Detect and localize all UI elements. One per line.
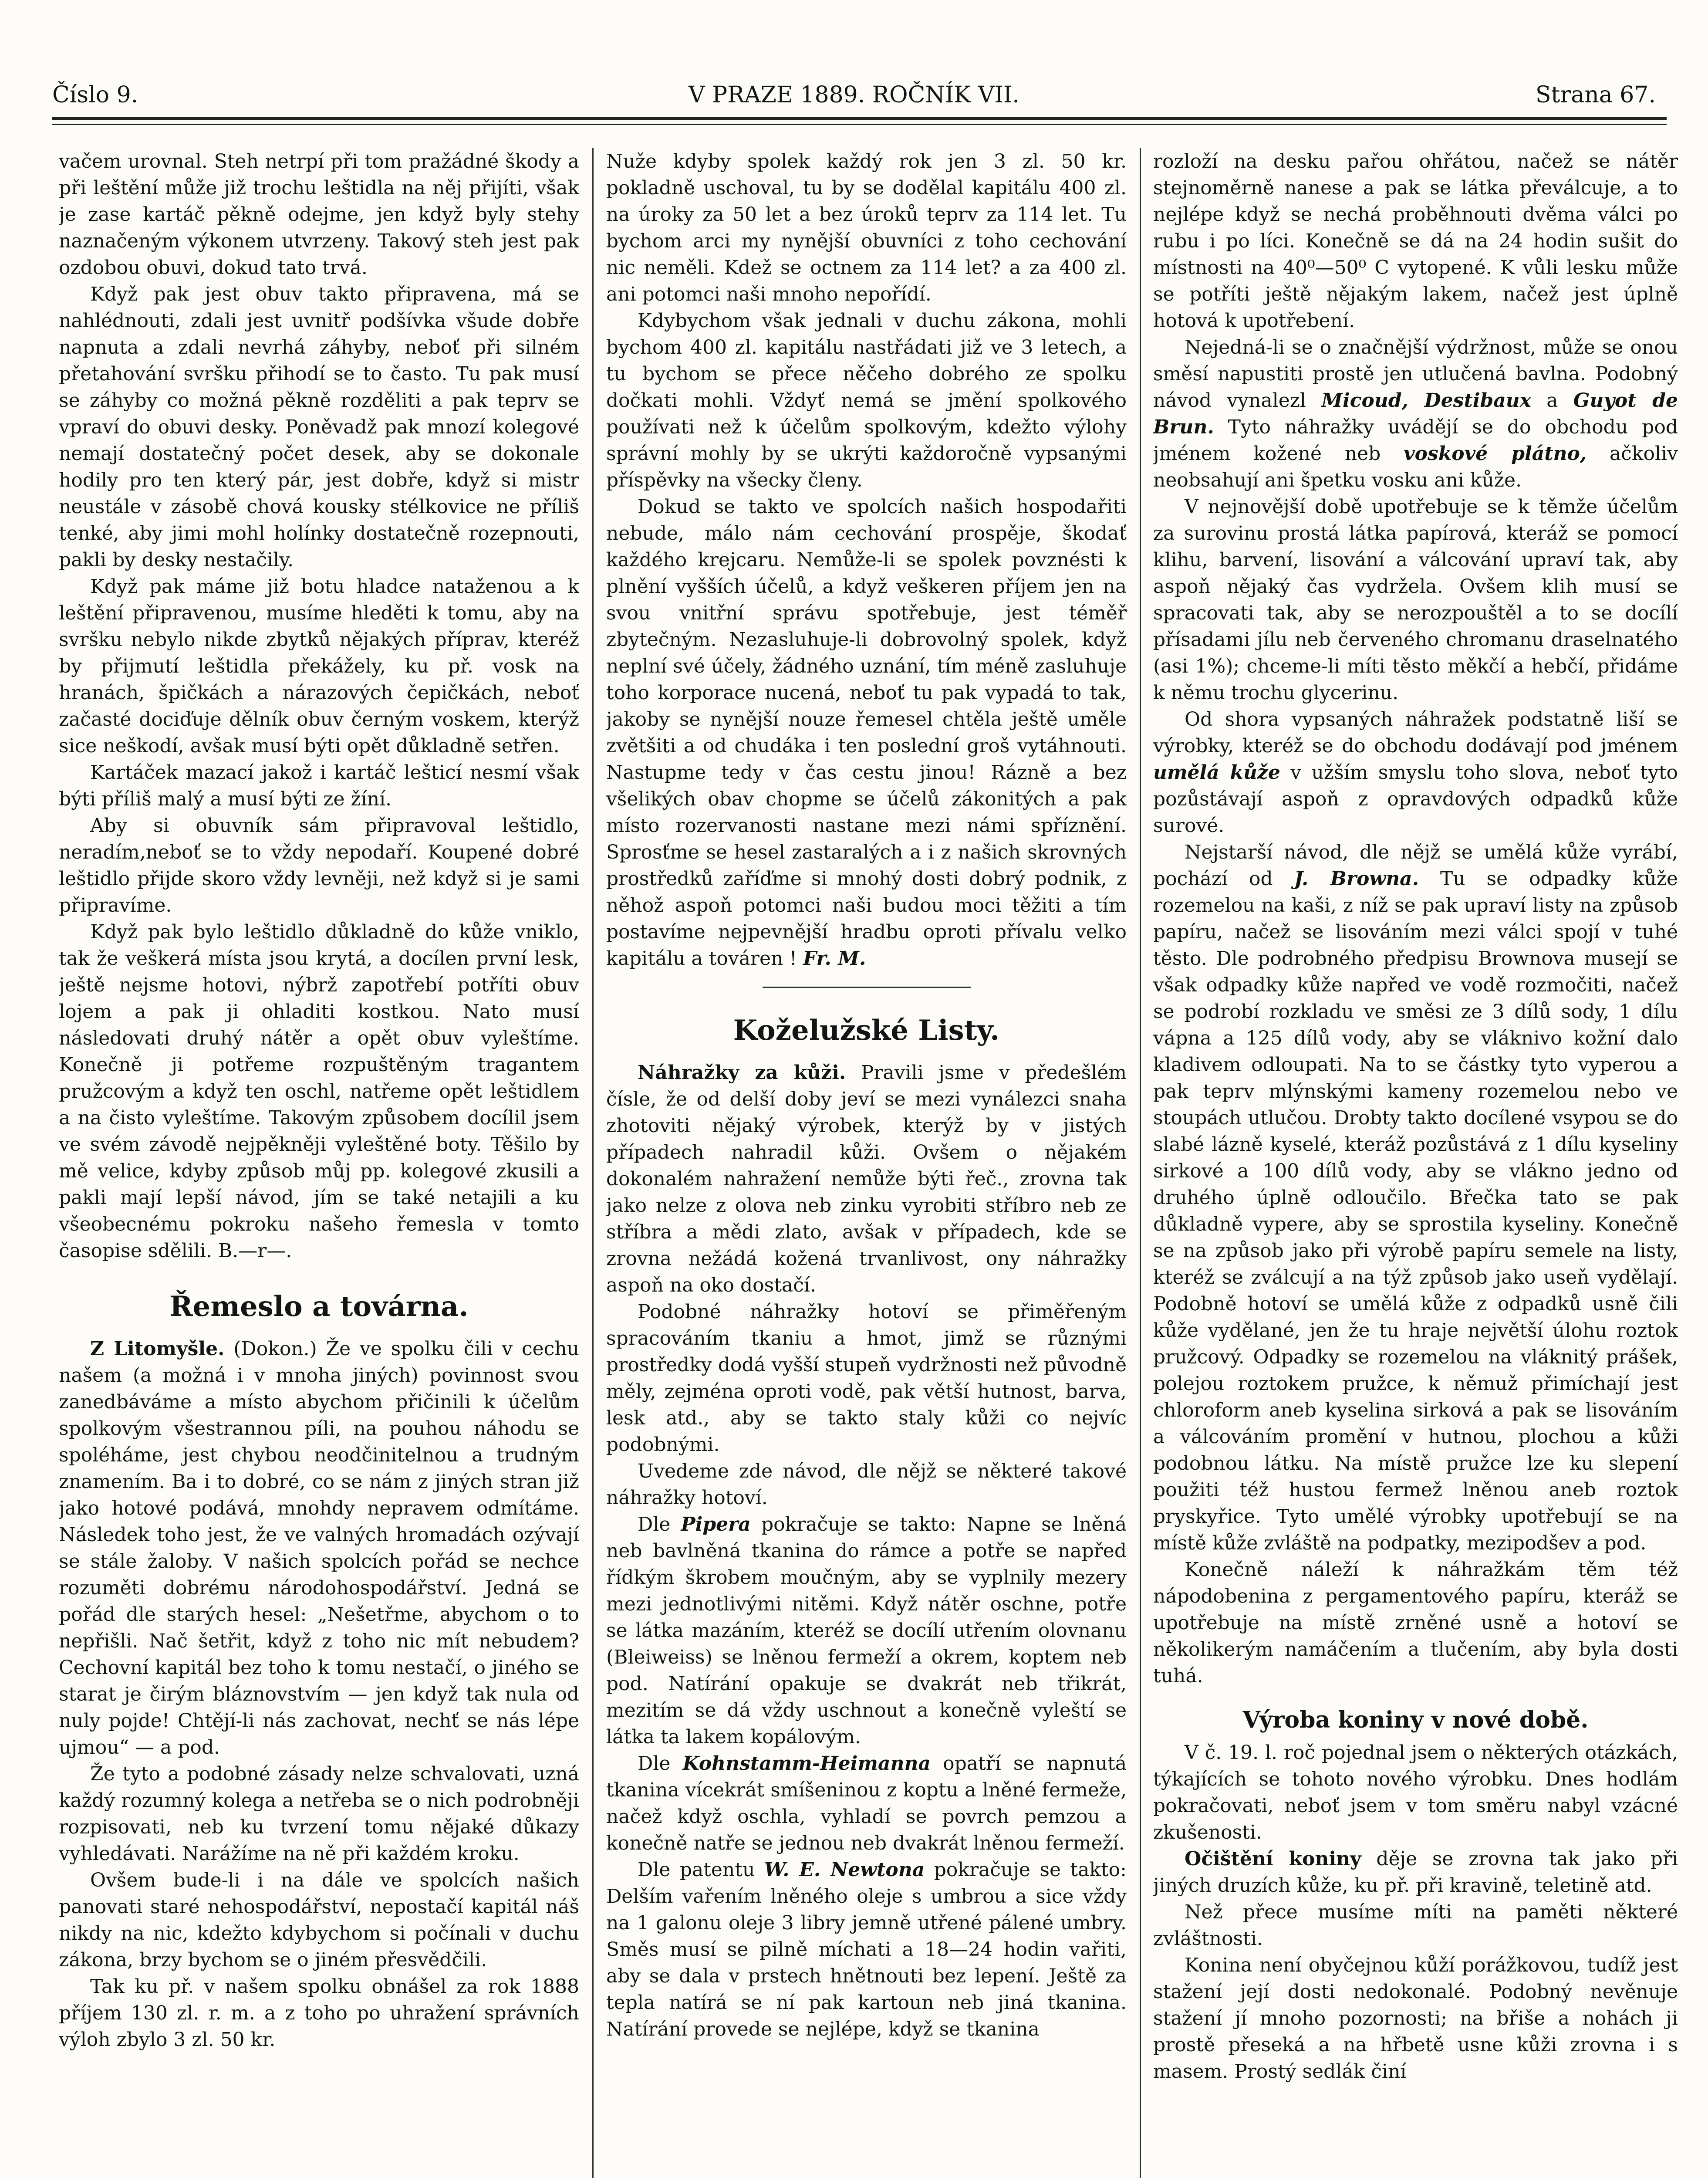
author-signature: Fr. M. <box>803 947 866 970</box>
paragraph-text: (Dokon.) Že ve spolku čili v cechu našem (a možná i v mnoha jiných) povinnost svou zanedbáváme a místo abychom přičinili k účelům spolkovým všestrannou píli, na pouhou náhodu se spoléháme, jest chybou neodčinitelnou a trudným znamením. Ba i to dobré, co se nám z jiných stran již jako hotové podává, mnohdy nepravem odmítáme. Následek toho jest, že ve valných hromadách ozývají se stále žaloby. V našich spolcích pořád se nechce rozuměti dobrému národohospodářství. Jedná se pořád dle starých hesel: „Nešetřme, abychom o to nepřišli. Nač šetřit, když z toho nic mít nebudem? Cechovní kapitál bez toho k tomu nestačí, o jiného se starat je čirým bláznovstvím — jen když tak nula od nuly pojde! Chtějí-li nás zachovat, nechť se nás lépe ujmou“ — a pod. <box>59 1338 579 1759</box>
page-header <box>52 82 1656 121</box>
paragraph: Konina není obyčejnou kůží porážkovou, tudíž jest stažení její dosti nedokonalé. Podobný nevěnuje stažení jí mnoho pozornosti; na břiše a nohách ji prostě přeseká a na hřbetě usne kůži zrovna i s masem. Prostý sedlák činí <box>1153 1954 1678 2083</box>
publication-info: V PRAZE 1889. ROČNÍK VII. <box>689 82 1019 108</box>
paragraph <box>1153 706 1678 839</box>
paragraph-text: Dle patentu <box>638 1859 755 1881</box>
paragraph: Než přece musíme míti na paměti některé zvláštnosti. <box>1153 1901 1678 1950</box>
paragraph: Konečně náleží k náhražkám těm též nápodobenina z pergamentového papíru, kteráž se upotřebuje na místě zrněné usně a hotoví se několikerým namáčením a tlučením, aby byla dosti tuhá. <box>1153 1559 1678 1687</box>
paragraph <box>59 1336 579 1761</box>
paragraph-text: Dle <box>638 1752 671 1775</box>
paragraph <box>1153 1846 1678 1899</box>
paragraph: rozloží na desku pařou ohřátou, načež se nátěr stejnoměrně nanese a pak se látka převálcuje, a to nejlépe když se nechá proběhnouti dvěma válci po rubu i po líci. Konečně se dá na 24 hodin sušit do místnosti na 40⁰—50⁰ C vytopené. K vůli lesku může se potříti ještě nějakým lakem, načež jest úplně hotová k upotřebení. <box>1153 150 1678 332</box>
person-name: W. E. Newtona <box>764 1859 925 1881</box>
person-name: Guyot de Brun. <box>1153 389 1678 438</box>
paragraph: Ovšem bude-li i na dále ve spolcích našich panovati staré nehospodářství, nepostačí kapitál náš nikdy na nic, kdežto kdybychom si počínali v duchu zákona, brzy bychom se o jiném přesvědčili. <box>59 1869 579 1971</box>
product-name: umělá kůže <box>1153 761 1280 784</box>
paragraph-text: Pravili jsme v předešlém čísle, že od delší doby jeví se mezi vynálezci snaha zhotoviti nějaký výrobek, kterýž by v jistých případech nahradil kůži. Ovšem o nějakém dokonalém nahražení nemůže býti řeč., zrovna tak jako nelze z olova neb zinku vyrobiti stříbro neb ze stříbra a mědi zlato, avšak v případech, kde se zrovna nežádá kožená trvanlivost, ony náhražky aspoň na oko dostačí. <box>606 1062 1127 1296</box>
paragraph <box>1153 334 1678 494</box>
article-subheading: Očištění koniny <box>1185 1848 1361 1870</box>
paragraph-text: děje se zrovna tak jako při jiných druzích kůže, ku př. při kravině, teletině atd. <box>1153 1848 1678 1897</box>
paragraph <box>606 1511 1127 1750</box>
paragraph: vačem urovnal. Steh netrpí při tom pražádné škody a při leštění může již trochu leštidla na něj přijíti, však je zase kartáč pěkně odejme, jen když byly stehy naznačeným výkonem utvrzeny. Takový steh jest pak ozdobou obuvi, dokud tato trvá. <box>59 150 579 279</box>
paragraph-text: Když pak bylo leštidlo důkladně do kůže vniklo, tak že veškerá místa jsou krytá, a docílen první lesk, ještě nejsme hotovi, nýbrž zapotřebí potříti obuv lojem a pak ji ohladiti kostkou. Nato musí následovati druhý nátěr a opět obuv vyleštíme. Konečně ji potřeme rozpuštěným tragantem pružcovým a když ten oschl, natřeme opět leštidlem a na čisto vyleštíme. Takovým způsobem docílil jsem ve svém závodě nejpěkněji vyleštěné boty. Těšilo by mě velice, kdyby způsob můj pp. kolegové zkusili a pakli mají lepší návod, jím se také netajili a ku všeobecnému pokroku našeho řemesla v tomto časopise sdělili. <box>59 921 579 1262</box>
section-title: Koželužské Listy. <box>733 1014 1000 1047</box>
header-rule-thin <box>52 124 1667 125</box>
paragraph: Podobné náhražky hotoví se přiměřeným spracováním tkaniu a hmot, jimž se různými prostředky dodá vyšší stupeň vydržnosti než původně měly, zejména oproti vodě, pak větší hutnost, barva, lesk atd., aby se takto staly kůži co nejvíc podobnými. <box>606 1301 1127 1456</box>
person-name: Micoud, Destibaux <box>1321 389 1531 412</box>
article-heading: Náhražky za kůži. <box>638 1062 846 1084</box>
issue-number: Číslo 9. <box>52 82 138 108</box>
paragraph: Kdybychom však jednali v duchu zákona, mohli bychom 400 zl. kapitálu nastřádati již ve 3 letech, a tu bychom se přece něčeho dobrého ze spolku dočkati mohli. Vždyť nemá se jmění spolkového používati než k účelům spolkovým, kdežto výlohy správní mohly by se ukrýti každoročně vypsanými příspěvky na všecky členy. <box>606 310 1127 491</box>
paragraph: Aby si obuvník sám připravoval leštidlo, neradím,neboť se to vždy nepodaří. Koupené dobré leštidlo přijde skoro vždy levněji, než když si je sami připravíme. <box>59 815 579 917</box>
page-number: Strana 67. <box>1535 82 1656 108</box>
paragraph-text: Od shora vypsaných náhražek podstatně liší se výrobky, kteréž se do obchodu dodávají pod jménem <box>1153 708 1678 757</box>
paragraph-text: Nejedná-li se o značnější výdržnost, může se onou směsí napustiti prostě jen utlučená bavlna. Podobný návod vynalezl <box>1153 336 1678 412</box>
article-title: Výroba koniny v nové době. <box>1242 1707 1589 1733</box>
paragraph-text: Dokud se takto ve spolcích našich hospodařiti nebude, málo nám cechování prospěje, škodať každého krejcaru. Nemůže-li se spolek povznésti k plnění vyšších účelů, a když veškeren příjem jen na svou vnitřní správu spotřebuje, jest téměř zbytečným. Nezasluhuje-li dobrovolný spolek, když neplní své účely, žádného uznání, tím méně zasluhuje toho korporace nucená, neboť tu pak vypadá to tak, jakoby se nynější nouze řemesel chtěla ještě uměle zvětšiti a od chudáka i ten poslední groš vytáhnouti. Nastupme tedy v čas cestu jinou! Rázně a bez všelikých obav chopme se účelů zákonitých a pak místo rozervanosti nastane mezi námi spříznění. Sprosťme se hesel zastaralých a i z našich skrovných prostředků zaříďme si mnohý dosti dobrý podnik, z něhož aspoň potomci naši budou moci těžiti a tím postavíme nejpevnější hradbu oproti přívalu velko kapitálu a továren ! <box>606 496 1127 970</box>
column-3 <box>1153 148 1678 2178</box>
paragraph-text: Tyto náhražky uvádějí se do obchodu pod jménem kožené neb <box>1153 416 1678 465</box>
paragraph: Když pak máme již botu hladce nataženou a k leštění připravenou, musíme hleděti k tomu, aby na svršku nebylo nikde zbytků nějakých příprav, kteréž by přijmutí leštidla překážely, ku př. vosk na hranách, špičkách a nárazových čepičkách, neboť začasté dociďuje dělník obuv černým voskem, kterýž sice neškodí, avšak musí býti opět důkladně setřen. <box>59 575 579 757</box>
paragraph-text: ačkoliv neobsahují ani špetku vosku ani kůže. <box>1153 443 1678 491</box>
paragraph <box>606 1059 1127 1299</box>
paragraph: Kartáček mazací jakož i kartáč lešticí nesmí však býti příliš malý a musí býti ze žíní. <box>59 761 579 810</box>
paragraph: Když pak jest obuv takto připravena, má se nahlédnouti, zdali jest uvnitř podšívka všude dobře napnuta a zdali nevrhá záhyby, neboť při silném přetahování svršku přihodí se to často. Tu pak musí se záhyby co možná pěkně rozděliti a pak teprv se vpraví do obuvi desky. Poněvadž pak mnozí kolegové nemají dostatečný počet desek, aby se dokonale hodily pro ten který pár, jest dobře, když si mistr neustále v zásobě chová kousky stélkovice ne příliš tenké, aby jimi mohl holínky dostatečně rozepnouti, pakli by desky nestačily. <box>59 283 579 571</box>
article-heading: Z Litomyšle. <box>90 1338 225 1360</box>
header-rule <box>52 117 1667 120</box>
paragraph: V č. 19. l. roč pojednal jsem o některých otázkách, týkajících se tohoto nového výrobku. Dnes hodlám pokračovati, neboť jsem v tom směru nabyl vzácné zkušenosti. <box>1153 1742 1678 1843</box>
person-name: Pipera <box>681 1513 751 1535</box>
paragraph-text: pokračuje se takto: Napne se lněná neb bavlněná tkanina do rámce a potře se napřed řídkým škrobem moučným, aby se vyplnily mezery mezi jednotlivými nitěmi. Když nátěr oschne, potře se látka mazáním, kteréž se docílí utřením olovnanu (Bleiweiss) se lněnou fermeží a okrem, koptem neb pod. Natírání opakuje se dvakrát neb třikrát, mezitím se dá vždy uschnout a konečně vyleští se látka ta lakem kopálovým. <box>606 1513 1127 1748</box>
author-signature: B.—r—. <box>218 1240 292 1262</box>
paragraph-text: pokračuje se takto: Delším vařením lněného oleje s umbrou a sice vždy na 1 galonu oleje 3 libry jemně utřené pálené umbry. Směs musí se pilně míchati a 18—24 hodin vařiti, aby se dala v prstech hnětnouti bez lepení. Ještě za tepla natírá se ní pak kartoun neb jiná tkanina. Natírání provede se nejlépe, když se tkanina <box>606 1859 1127 2040</box>
paragraph <box>606 1750 1127 1857</box>
paragraph: Nuže kdyby spolek každý rok jen 3 zl. 50 kr. pokladně uschoval, tu by se dodělal kapitálu 400 zl. na úroky za 50 let a bez úroků teprv za 114 let. Tu bychom arci my nynější obuvníci z toho cechování nic neměli. Kdež se octnem za 114 let? a za 400 zl. ani potomci naši mnoho nepořídí. <box>606 150 1127 305</box>
paragraph: Uvedeme zde návod, dle nějž se některé takové náhražky hotoví. <box>606 1460 1127 1509</box>
column-1 <box>59 148 579 2178</box>
paragraph-text: Nejstarší návod, dle nějž se umělá kůže vyrábí, pochází od <box>1153 841 1678 890</box>
paragraph-text: Dle <box>638 1513 671 1535</box>
paragraph-text: v užším smyslu toho slova, neboť tyto pozůstávají aspoň z opravdových odpadků kůže surové. <box>1153 761 1678 837</box>
paragraph <box>59 919 579 1264</box>
paragraph: Že tyto a podobné zásady nelze schvalovati, uzná každý rozumný kolega a netřeba se o nich podrobněji rozpisovati, neb ku tvrzení tomu nějaké důkazy vyhledávati. Narážíme na ně při každém kroku. <box>59 1763 579 1865</box>
paragraph <box>606 1857 1127 2043</box>
column-divider <box>1140 148 1141 2178</box>
person-name: J. Browna. <box>1294 868 1419 890</box>
paragraph <box>1153 839 1678 1556</box>
section-title: Řemeslo a továrna. <box>169 1290 469 1323</box>
product-name: voskové plátno, <box>1404 443 1587 465</box>
paragraph: Tak ku př. v našem spolku obnášel za rok 1888 příjem 130 zl. r. m. a z toho po uhražení správních výloh zbylo 3 zl. 50 kr. <box>59 1975 579 2051</box>
paragraph: V nejnovější době upotřebuje se k těmže účelům za surovinu prostá látka papírová, kteráž se pomocí klihu, barvení, lisování a válcování upraví tak, aby aspoň nějaký čas vydržela. Ovšem klih musí se spracovati tak, aby se nerozpouštěl a to se docílí přísadami jílu neb červeného chromanu draselnatého (asi 1%); chceme-li míti těsto měkčí a hebčí, přidáme k němu trochu glycerinu. <box>1153 496 1678 704</box>
column-2 <box>606 148 1127 2178</box>
paragraph-text: opatří se napnutá tkanina vícekrát smíšeninou z koptu a lněné fermeže, načež když oschla, vyhladí se povrch pemzou a konečně natře se jednou neb dvakrát lněnou fermeží. <box>606 1752 1127 1854</box>
column-divider <box>592 148 594 2178</box>
person-name: Kohnstamm-Heimanna <box>682 1752 931 1775</box>
paragraph-text: a <box>1546 389 1558 412</box>
article-divider <box>763 987 971 988</box>
paragraph <box>606 494 1127 972</box>
paragraph-text: Tu se odpadky kůže rozemelou na kaši, z níž se pak upraví listy na způsob papíru, načež se lisováním mezi válci spojí v tuhé těsto. Dle podrobného předpisu Brownova musejí se však odpadky kůže napřed ve vodě rozmočiti, načež se podrobí rozkladu ve směsi ze 3 dílů sody, 1 dílu vápna a 125 dílů vody, aby se vláknivo kožní dalo kladivem odloupati. Na to se částky tyto vyperou a pak teprv mlýnskými kameny rozemelou nebo ve stoupách utlučou. Drobty takto docílené vsypou se do slabé lázně kyselé, kteráž pozůstává z 1 dílu kyseliny sirkové a 100 dílů vody, aby se vlákno jedno od druhého úplně odloučilo. Břečka tato se pak důkladně vypere, aby se sprostila kyseliny. Konečně se na způsob jako při výrobě papíru semele na listy, kteréž se zválcují a na týž způsob jako useň vydělají. Podobně hotoví se umělá kůže z odpadků usně čili kůže vydělané, jen že tu hraje největší úlohu roztok pružcový. Odpadky se rozemelou na vláknitý prášek, polejou roztokem pružce, k němuž přimíchají jest chloroform aneb kyselina sirková a pak se lisováním a válcováním promění v hutnou, plochou a kůži podobnou látku. Na místě pružce lze ku slepení použiti též hustou fermež lněnou aneb roztok pryskyřice. Tyto umělé výrobky upotřebují se na místě kůže zvláště na podpatky, mezipodšev a pod. <box>1153 868 1678 1554</box>
